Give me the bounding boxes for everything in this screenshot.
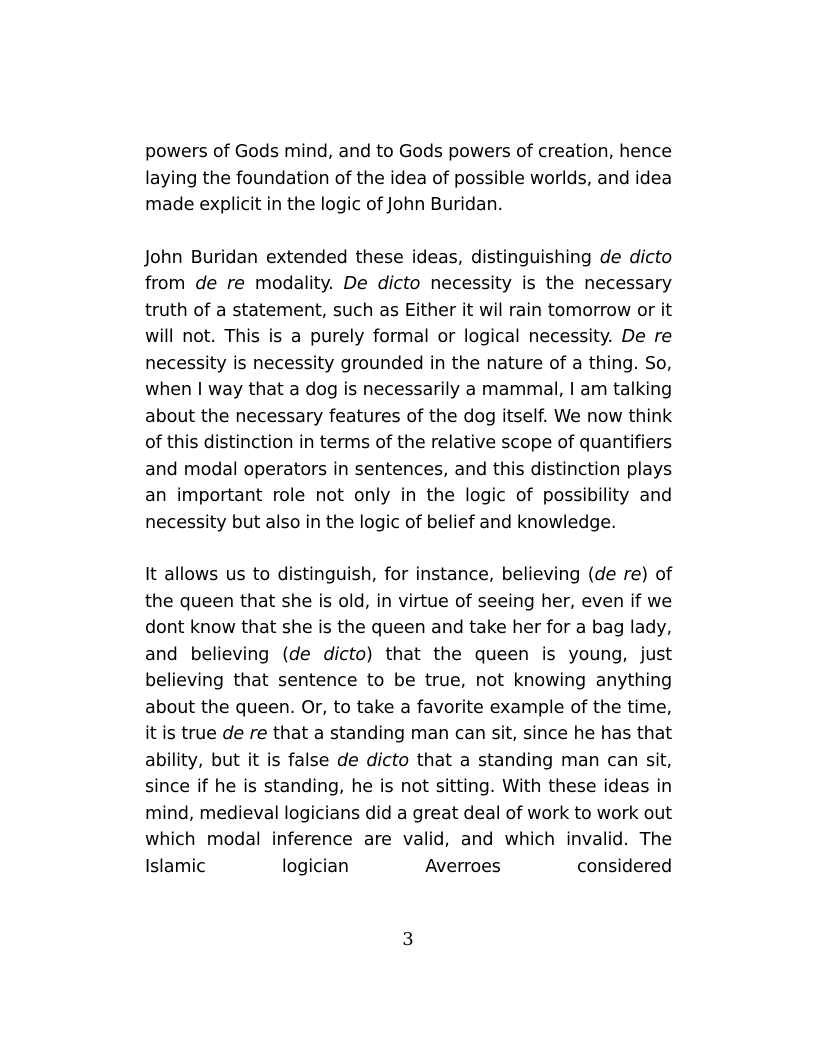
page-body: [145, 139, 672, 880]
term-de-dicto: de dicto: [599, 247, 673, 268]
paragraph-1: powers of Gods mind, and to Gods powers of creation, hence laying the foundation of the idea of possible worlds, and idea made explicit in the logic of John Buridan.: [145, 142, 672, 215]
paragraph-2: John Buridan extended these ideas, distinguishing de dicto from de re modality. De dicto necessity is the necessary truth of a statement, such as Either it wil rain tomorrow or it will not. This is a purely formal or logical necessity. De re necessity is necessity grounded in the nature of a thing. So, when I way that a dog is necessarily a mammal, I am talking about the necessary features of the dog itself. We now think of this distinction in terms of the relative scope of quantifiers and modal operators in sentences, and this distinction plays an important role not only in the logic of possibility and necessity but also in the logic of belief and knowledge.: [145, 247, 673, 533]
term-de-re: de re: [195, 274, 245, 294]
term-de-dicto: De dicto: [343, 274, 421, 294]
term-de-re: de re: [594, 565, 642, 585]
term-de-re: De re: [621, 327, 673, 347]
paragraph-3: It allows us to distinguish, for instance, believing (de re) of the queen that she is old, in virtue of seeing her, even if we dont know that she is the queen and take her for a bag lady, and believing (de dicto) that the queen is young, just believing that sentence to be true, not knowing anything about the queen. Or, to take a favorite example of the time, it is true de re that a standing man can sit, since he has that ability, but it is false de dicto that a standing man can sit, since if he is standing, he is not sitting. With these ideas in mind, medieval logicians did a great deal of work to work out which modal inference are valid, and which invalid. The Islamic logician Averroes considered: [145, 565, 672, 877]
term-de-re: de re: [222, 724, 268, 744]
term-de-dicto: de dicto: [288, 644, 366, 665]
page-number: 3: [402, 929, 414, 950]
term-de-dicto: de dicto: [337, 750, 410, 771]
